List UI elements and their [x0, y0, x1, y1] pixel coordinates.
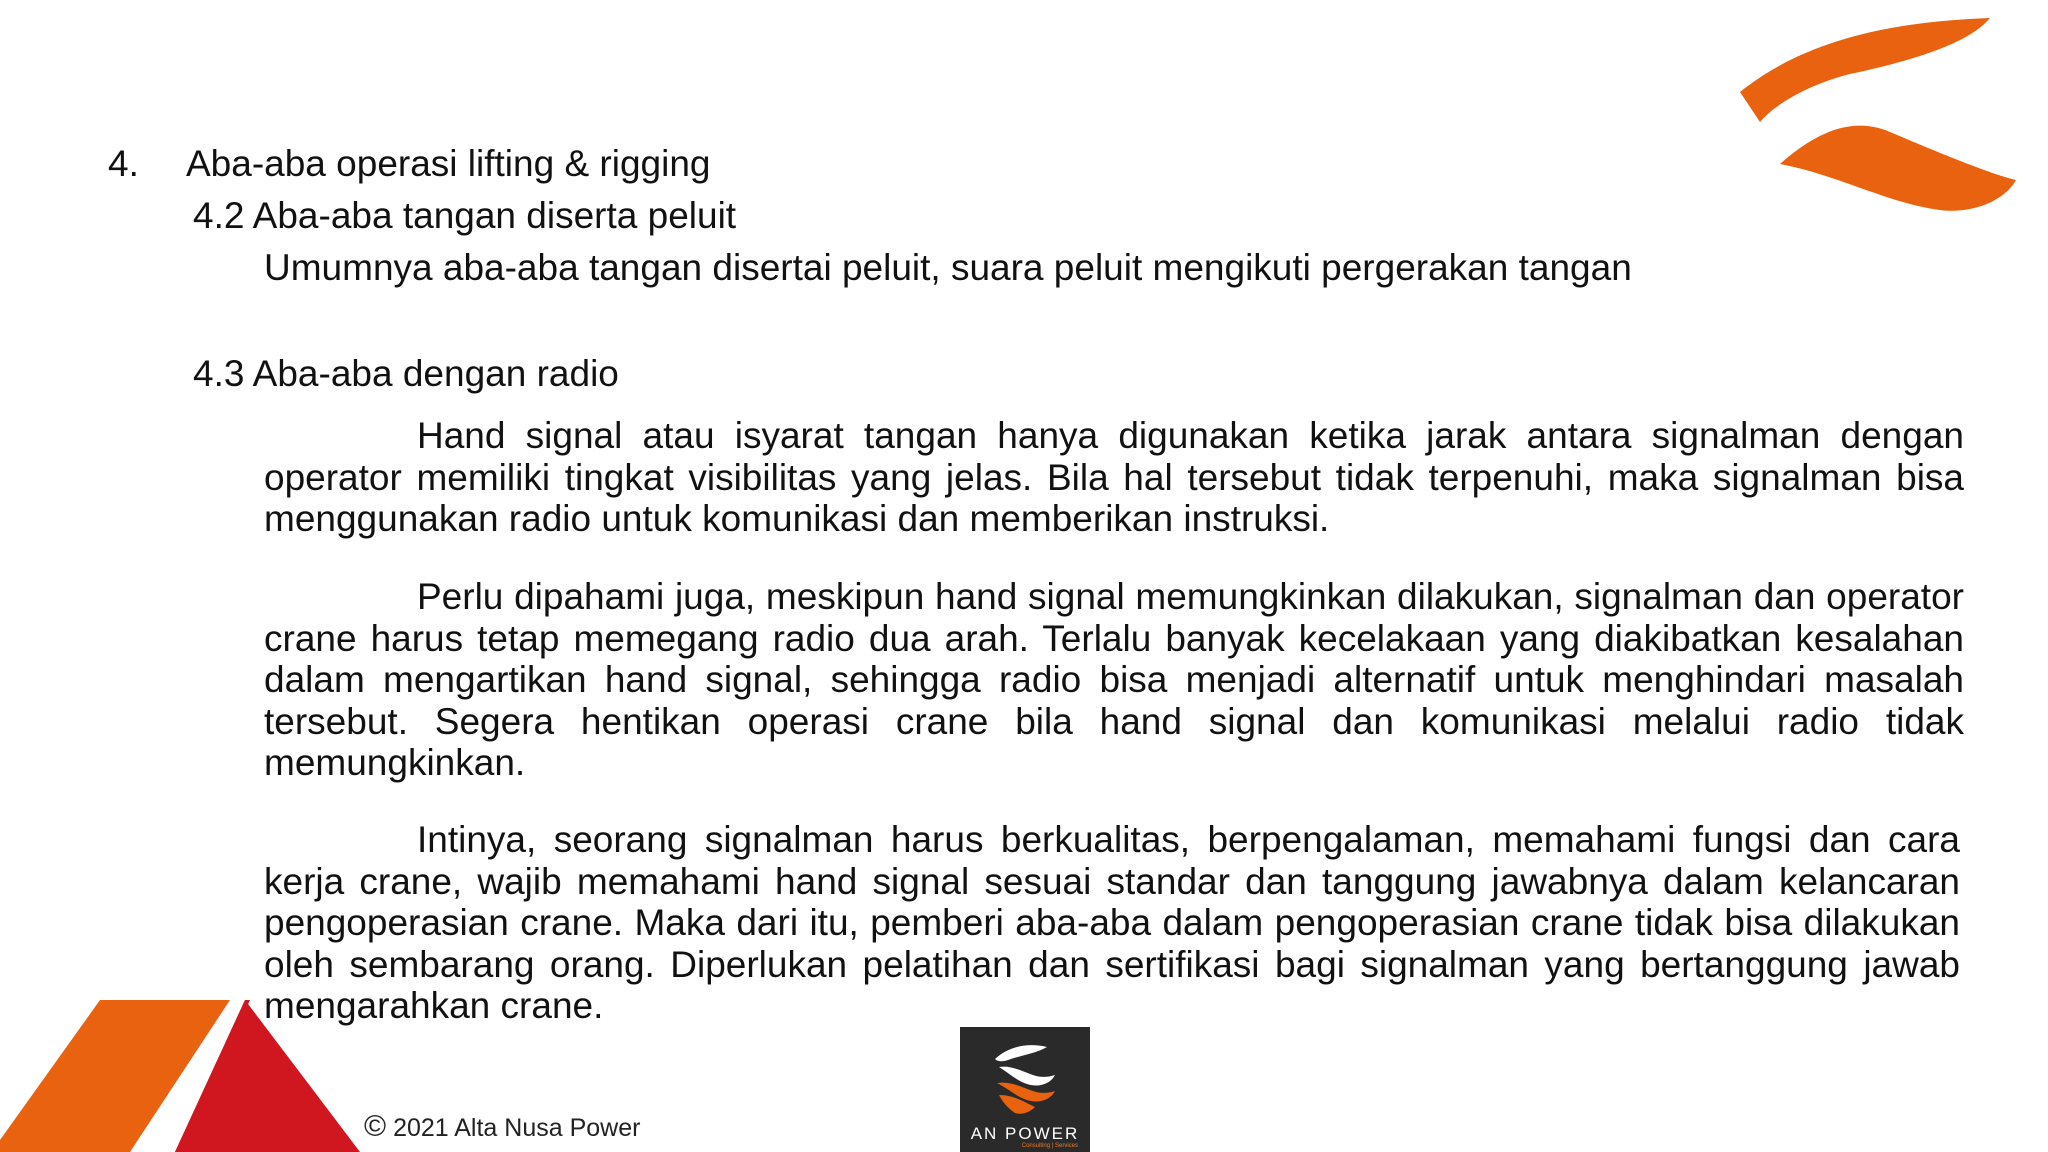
- subsection-4-3-title: 4.3 Aba-aba dengan radio: [193, 353, 619, 394]
- section-title: Aba-aba operasi lifting & rigging: [186, 143, 711, 184]
- an-power-logo-icon: [985, 1037, 1065, 1117]
- paragraph-3: Intinya, seorang signalman harus berkualitas, berpengalaman, memahami fungsi dan cara kerja crane, wajib memahami hand signal sesuai standar dan tanggung jawabnya dalam kelancaran pengoperasian crane. Maka dari itu, pemberi aba-aba dalam pengoperasian crane tidak bisa dilakukan oleh sembarang orang. Diperlukan pelatihan dan sertifikasi bagi signalman yang bertanggung jawab mengarahkan crane.: [264, 819, 1960, 1027]
- subsection-4-2-title: 4.2 Aba-aba tangan diserta peluit: [193, 195, 737, 236]
- copyright-symbol: ©: [364, 1110, 387, 1143]
- brand-wave-logo-icon: [1740, 14, 2030, 224]
- section-number: 4.: [108, 143, 139, 184]
- triangle-shapes-decoration: [0, 1000, 360, 1152]
- paragraph-2: Perlu dipahami juga, meskipun hand signal memungkinkan dilakukan, signalman dan operator crane harus tetap memegang radio dua arah. Terlalu banyak kecelakaan yang diakibatkan kesalahan dalam mengartikan hand signal, sehingga radio bisa menjadi alternatif untuk menghindari masalah tersebut. Segera hentikan operasi crane bila hand signal dan komunikasi melalui radio tidak memungkinkan.: [264, 576, 1964, 784]
- paragraph-1: Hand signal atau isyarat tangan hanya digunakan ketika jarak antara signalman dengan operator memiliki tingkat visibilitas yang jelas. Bila hal tersebut tidak terpenuhi, maka signalman bisa menggunakan radio untuk komunikasi dan memberikan instruksi.: [264, 415, 1964, 540]
- copyright-text: 2021 Alta Nusa Power: [393, 1114, 641, 1142]
- subsection-4-2-body: Umumnya aba-aba tangan disertai peluit, suara peluit mengikuti pergerakan tangan: [264, 247, 1632, 288]
- copyright-footer: [364, 1110, 640, 1144]
- an-power-badge: [960, 1027, 1090, 1152]
- badge-name: AN POWER: [970, 1124, 1080, 1143]
- badge-tagline: Consulting | Services: [1021, 1143, 1078, 1149]
